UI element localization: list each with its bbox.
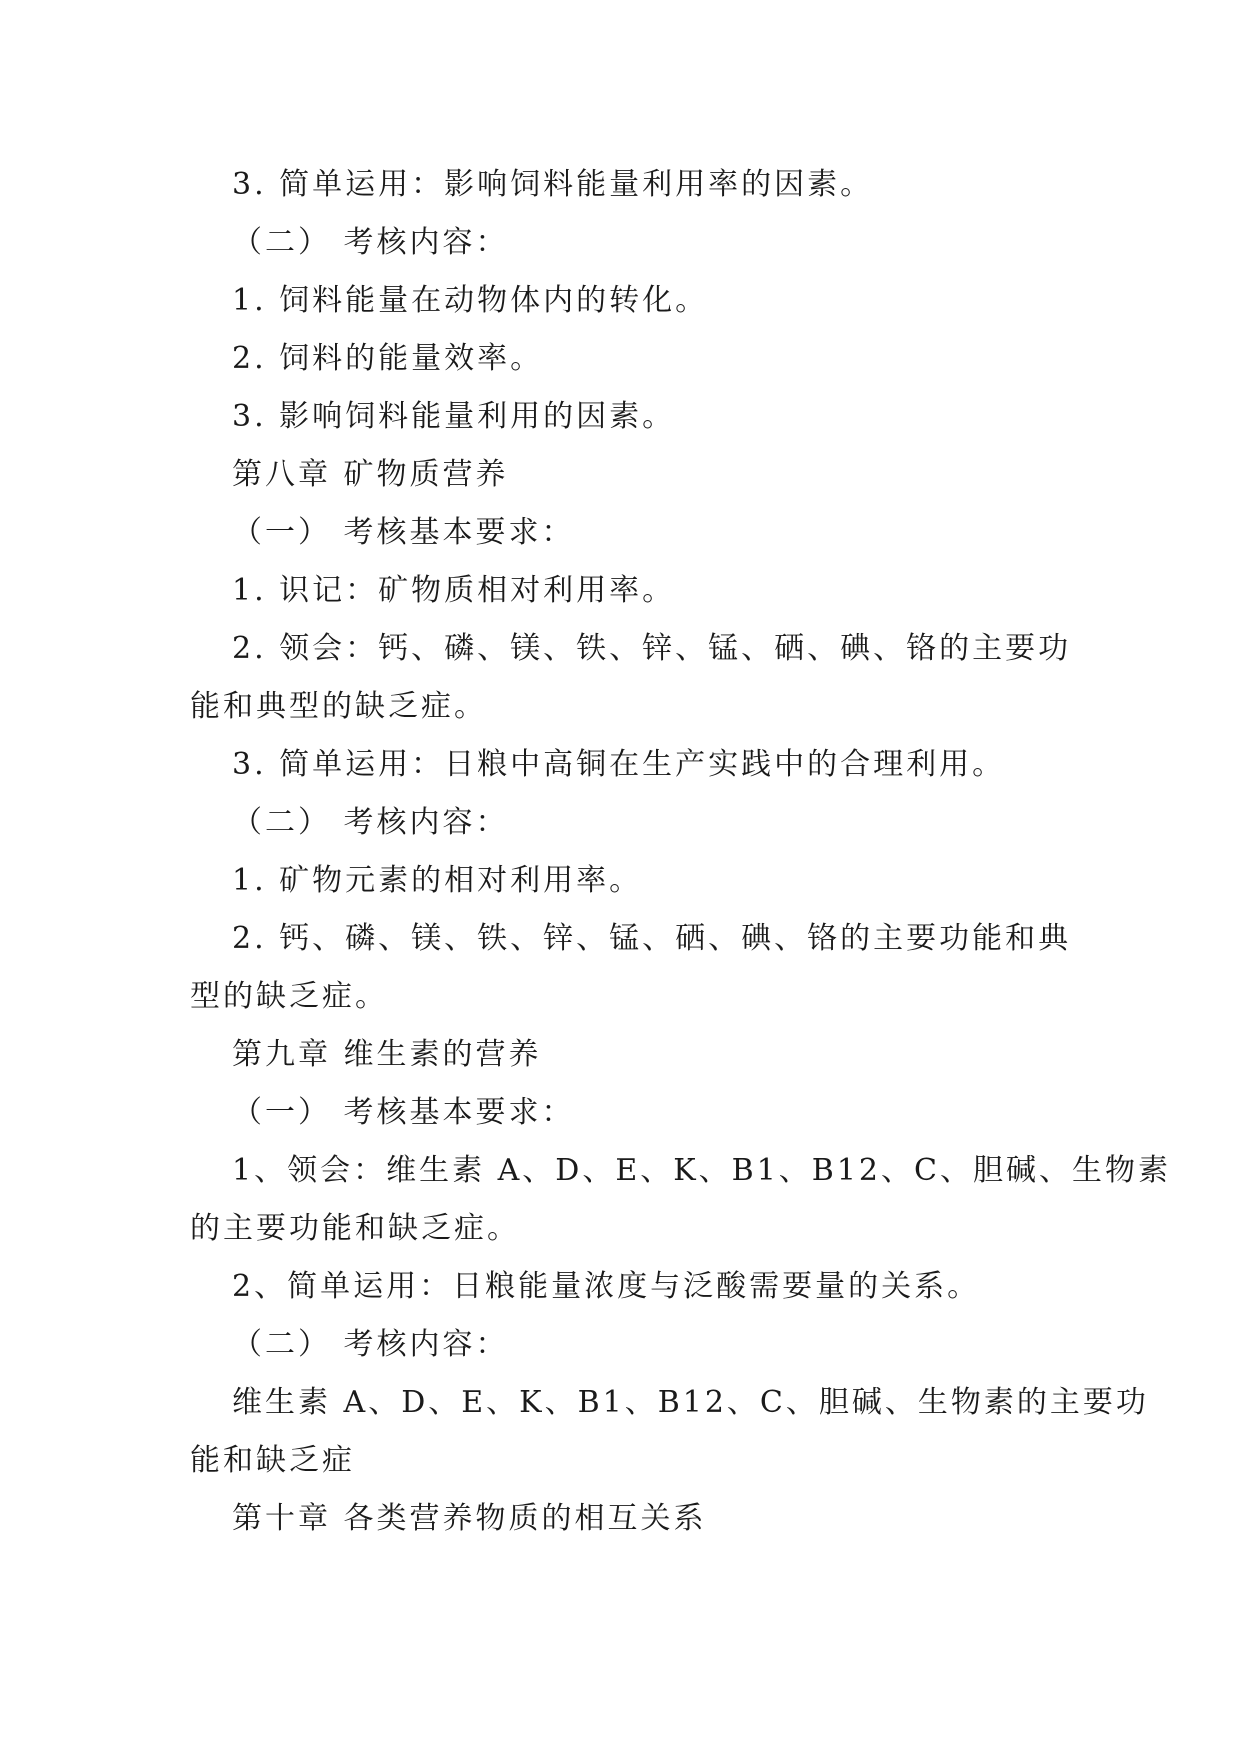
text-line: 维生素 A、D、E、K、B1、B12、C、胆碱、生物素的主要功 — [232, 1385, 1149, 1420]
chapter-heading: 第十章 各类营养物质的相互关系 — [232, 1501, 707, 1536]
section-heading: （二） 考核内容： — [232, 805, 509, 840]
text-line: 能和典型的缺乏症。 — [190, 689, 487, 724]
section-heading: （二） 考核内容： — [232, 225, 509, 260]
text-line: 3. 影响饲料能量利用的因素。 — [232, 399, 676, 434]
chapter-heading: 第八章 矿物质营养 — [232, 457, 509, 492]
section-heading: （一） 考核基本要求： — [232, 1095, 575, 1130]
text-line: 3. 简单运用：日粮中高铜在生产实践中的合理利用。 — [232, 747, 1006, 782]
text-line: 2. 钙、磷、镁、铁、锌、锰、硒、碘、铬的主要功能和典 — [232, 921, 1072, 956]
text-line: 型的缺乏症。 — [190, 979, 388, 1014]
text-line: 能和缺乏症 — [190, 1443, 355, 1478]
text-line: 1、领会：维生素 A、D、E、K、B1、B12、C、胆碱、生物素 — [232, 1153, 1171, 1188]
text-line: 1. 饲料能量在动物体内的转化。 — [232, 283, 709, 318]
chapter-heading: 第九章 维生素的营养 — [232, 1037, 542, 1072]
text-line: 的主要功能和缺乏症。 — [190, 1211, 520, 1246]
text-line: 3. 简单运用：影响饲料能量利用率的因素。 — [232, 167, 874, 202]
text-line: 2. 饲料的能量效率。 — [232, 341, 544, 376]
section-heading: （二） 考核内容： — [232, 1327, 509, 1362]
text-line: 2. 领会：钙、磷、镁、铁、锌、锰、硒、碘、铬的主要功 — [232, 631, 1072, 666]
text-line: 1. 识记：矿物质相对利用率。 — [232, 573, 676, 608]
section-heading: （一） 考核基本要求： — [232, 515, 575, 550]
text-line: 1. 矿物元素的相对利用率。 — [232, 863, 643, 898]
text-line: 2、简单运用：日粮能量浓度与泛酸需要量的关系。 — [232, 1269, 981, 1304]
